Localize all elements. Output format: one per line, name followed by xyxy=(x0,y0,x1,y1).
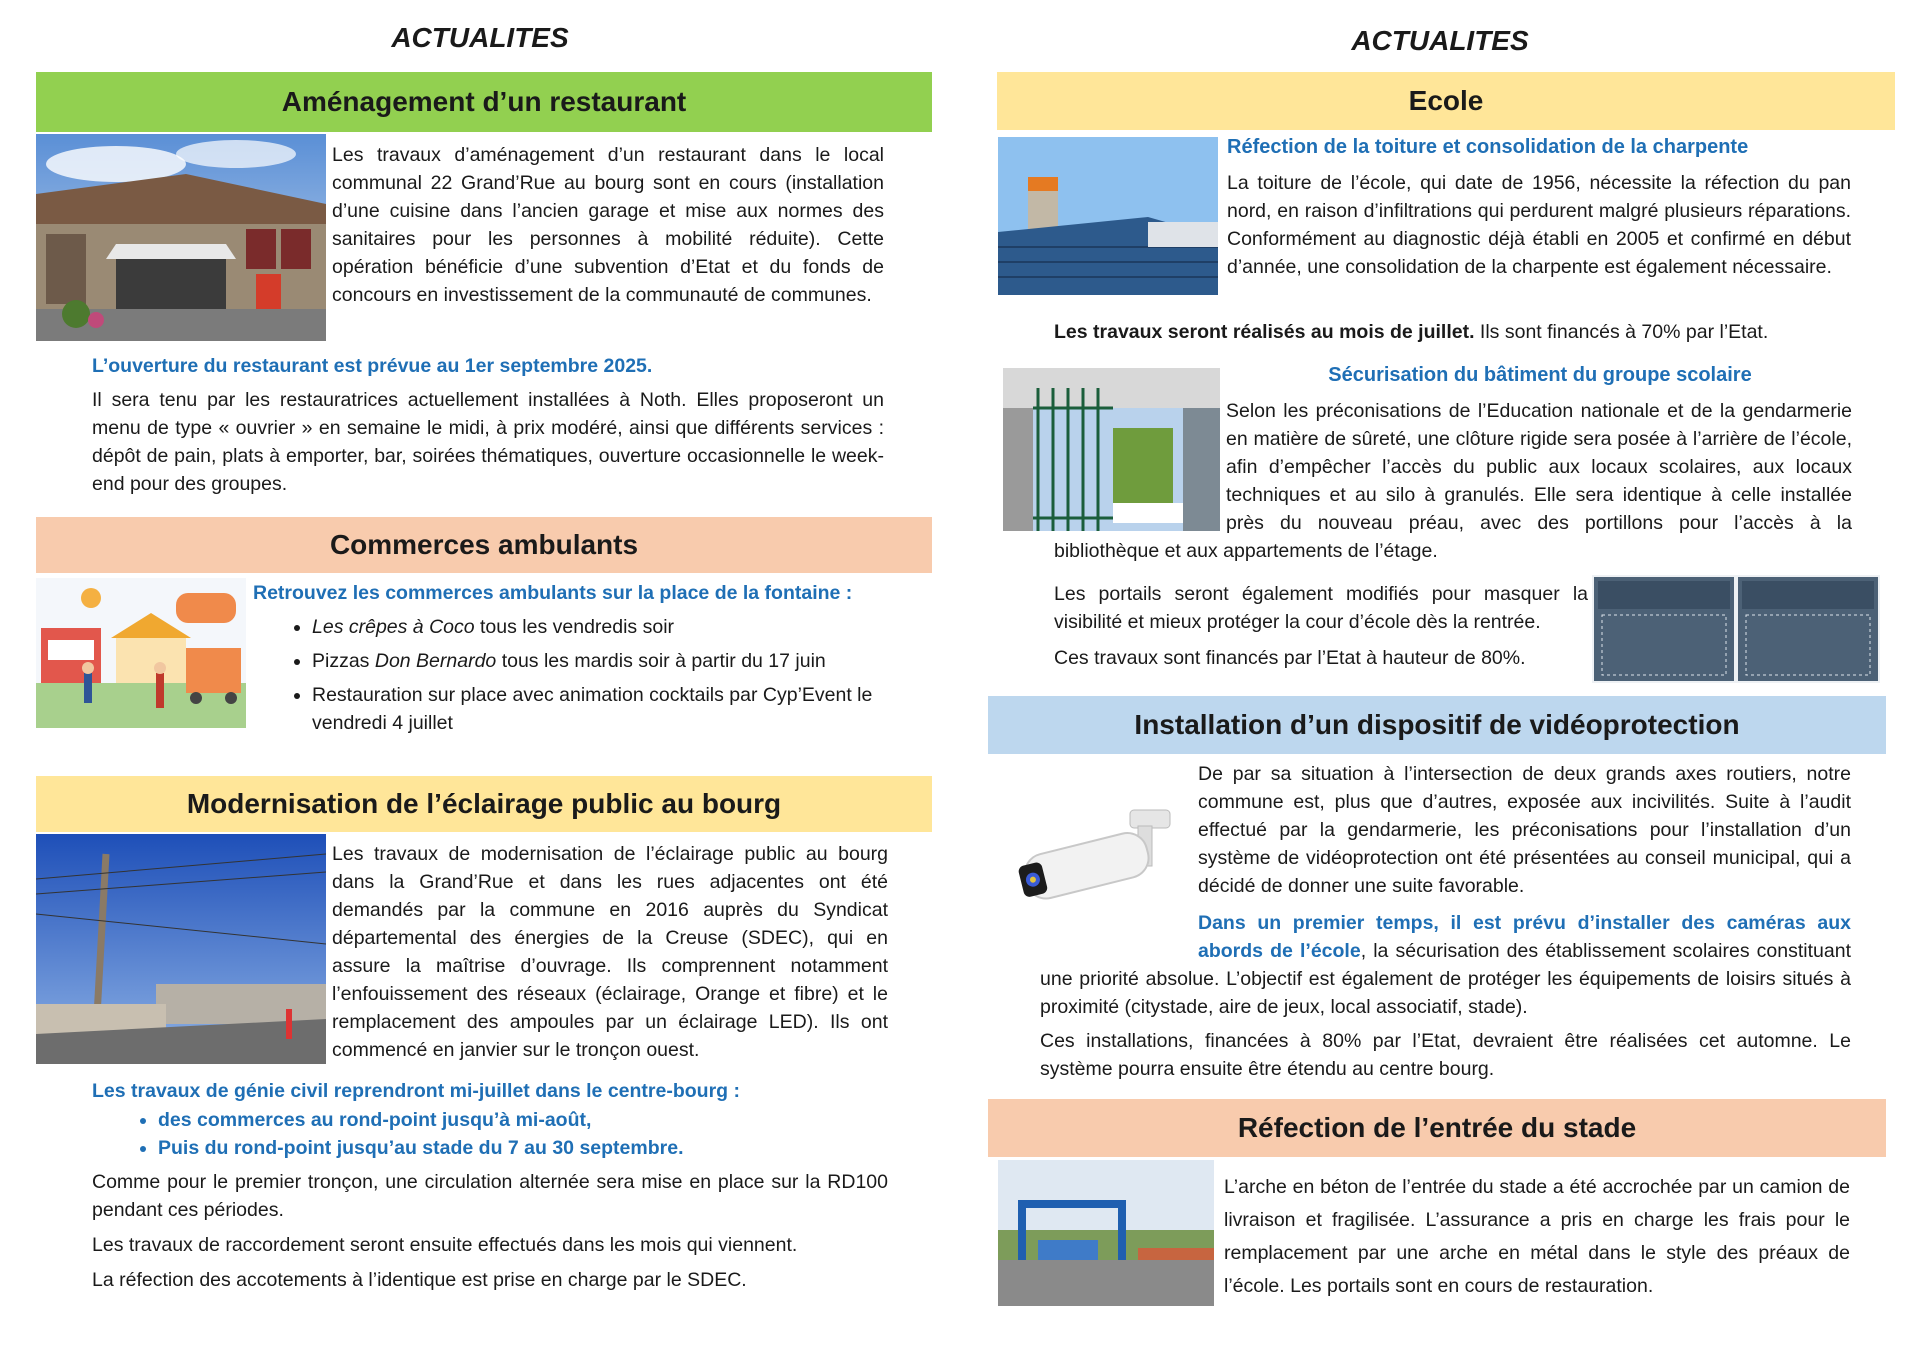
eclairage-schedule-item: • des commerces au rond-point jusqu’à mi-août, xyxy=(158,1106,918,1134)
commerces-item-crepes: • Les crêpes à Coco tous les vendredis soir xyxy=(312,613,912,641)
ecole-subtitle-toiture: Réfection de la toiture et consolidation de la charpente xyxy=(1227,136,1749,158)
ecole-paragraph-toiture: La toiture de l’école, qui date de 1956, nécessite la réfection du pan nord, en raison d’infiltrations qui perdurent malgré plusieurs réparations. Conformément au diagnostic déjà établi en 2005 et confirmé en début d’année, une consolidation de la charpente est également nécessaire. xyxy=(1227,172,1851,278)
eclairage-paragraph-1: Les travaux de modernisation de l’éclairage public au bourg dans la Grand’Rue et dans les rues adjacentes ont été demandés par la commune en 2016 auprès du Syndicat départemental des énergies de la Creuse (SDEC), qui en assure la maîtrise d’ouvrage. Ils comprennent notamment l’enfouissement des réseaux (éclairage, Orange et fibre) et le remplacement des ampoules par un éclairage LED). Ils ont commencé en janvier sur le tronçon ouest. xyxy=(332,843,888,1061)
restaurant-title: Aménagement d’un restaurant xyxy=(36,72,932,132)
eclairage-schedule-list xyxy=(128,1106,918,1162)
commerces-intro: Retrouvez les commerces ambulants sur la place de la fontaine : xyxy=(253,582,853,604)
eclairage-paragraph-4: La réfection des accotements à l’identique est prise en charge par le SDEC. xyxy=(92,1269,747,1291)
stade-title: Réfection de l’entrée du stade xyxy=(988,1099,1886,1157)
eclairage-paragraph-3: Les travaux de raccordement seront ensuite effectués dans les mois qui viennent. xyxy=(92,1234,798,1256)
commerces-item-pizzas: • Pizzas Don Bernardo tous les mardis soir à partir du 17 juin xyxy=(312,647,912,675)
ecole-title: Ecole xyxy=(997,72,1895,130)
ecole-subtitle-securisation: Sécurisation du bâtiment du groupe scolaire xyxy=(1328,364,1752,386)
left-page-title: ACTUALITES xyxy=(391,22,569,53)
video-paragraph-3: Ces installations, financées à 80% par l’Etat, devraient être réalisées cet automne. Le système pourra ensuite être étendu au centre bourg. xyxy=(1040,1030,1851,1080)
restaurant-opening-highlight: L’ouverture du restaurant est prévue au 1er septembre 2025. xyxy=(92,355,653,377)
ecole-paragraph-securisation: Selon les préconisations de l’Education nationale et de la gendarmerie en matière de sûreté, une clôture rigide sera posée à l’arrière de l’école, afin d’empêcher l’accès du public aux locaux scolaires, aux locaux techniques et au silo à granulés. Elle sera identique à celle installée près du nouveau préau, avec des portillons pour l’accès à la bibliothèque et aux appartements de l’étage. xyxy=(1054,400,1852,562)
ecole-roof-photo xyxy=(998,137,1218,295)
commerces-title: Commerces ambulants xyxy=(36,517,932,573)
eclairage-schedule-item: • Puis du rond-point jusqu’au stade du 7 au 30 septembre. xyxy=(158,1134,918,1162)
video-paragraph-2: Dans un premier temps, il est prévu d’installer des caméras aux abords de l’école, la sécurisation des établissement scolaires constituant une priorité absolue. L’objectif est également de protéger les équipements de loisirs situés à proximité (citystade, aire de jeux, local associatif, stade). xyxy=(1040,912,1851,1018)
stade-paragraph: L’arche en béton de l’entrée du stade a été accrochée par un camion de livraison et fragilisée. L’assurance a pris en charge les frais pour le remplacement par une arche en métal dans le style des préaux de l’école. Les portails sont en cours de restauration. xyxy=(1224,1176,1850,1297)
commerces-item-cocktails: • Restauration sur place avec animation cocktails par Cyp’Event le vendredi 4 juillet xyxy=(312,681,912,737)
commerces-illustration xyxy=(36,578,246,728)
eclairage-photo xyxy=(36,834,326,1064)
video-title: Installation d’un dispositif de vidéoprotection xyxy=(988,696,1886,754)
camera-photo xyxy=(1010,790,1180,920)
video-paragraph-1: De par sa situation à l’intersection de deux grands axes routiers, notre commune est, plus que d’autres, exposée aux incivilités. Suite à l’audit effectué par la gendarmerie, les préconisations pour l’installation d’un système de vidéoprotection ont été présentées au conseil municipal, qui a décidé de donner une suite favorable. xyxy=(1198,763,1851,897)
eclairage-paragraph-2: Comme pour le premier tronçon, une circulation alternée sera mise en place sur la RD100 pendant ces périodes. xyxy=(92,1171,888,1221)
eclairage-title: Modernisation de l’éclairage public au bourg xyxy=(36,776,932,832)
ecole-financement-toiture: Les travaux seront réalisés au mois de juillet. Ils sont financés à 70% par l’Etat. xyxy=(1054,321,1769,343)
ecole-financement-securisation: Ces travaux sont financés par l’Etat à hauteur de 80%. xyxy=(1054,647,1526,669)
eclairage-highlight: Les travaux de génie civil reprendront mi-juillet dans le centre-bourg : xyxy=(92,1080,740,1102)
restaurant-photo xyxy=(36,134,326,341)
right-page-title: ACTUALITES xyxy=(1351,25,1529,56)
ecole-gate-photo xyxy=(1592,575,1880,683)
restaurant-paragraph-2: Il sera tenu par les restauratrices actuellement installées à Noth. Elles proposeront un menu de type « ouvrier » en semaine le midi, à prix modéré, ainsi que différents services : dépôt de pain, plats à emporter, bar, soirées thématiques, ouverture occasionnelle le week-end pour des groupes. xyxy=(92,389,884,495)
ecole-paragraph-portails: Les portails seront également modifiés pour masquer la visibilité et mieux protéger la cour d’école dès la rentrée. xyxy=(1054,583,1588,633)
commerces-list xyxy=(282,613,912,743)
stade-photo xyxy=(998,1160,1214,1306)
restaurant-paragraph-1: Les travaux d’aménagement d’un restaurant dans le local communal 22 Grand’Rue au bourg sont en cours (installation d’une cuisine dans l’ancien garage et mise aux normes des sanitaires pour les personnes à mobilité réduite). Cette opération bénéficie d’une subvention d’Etat et du fonds de concours en investissement de la communauté de communes. xyxy=(332,144,884,306)
